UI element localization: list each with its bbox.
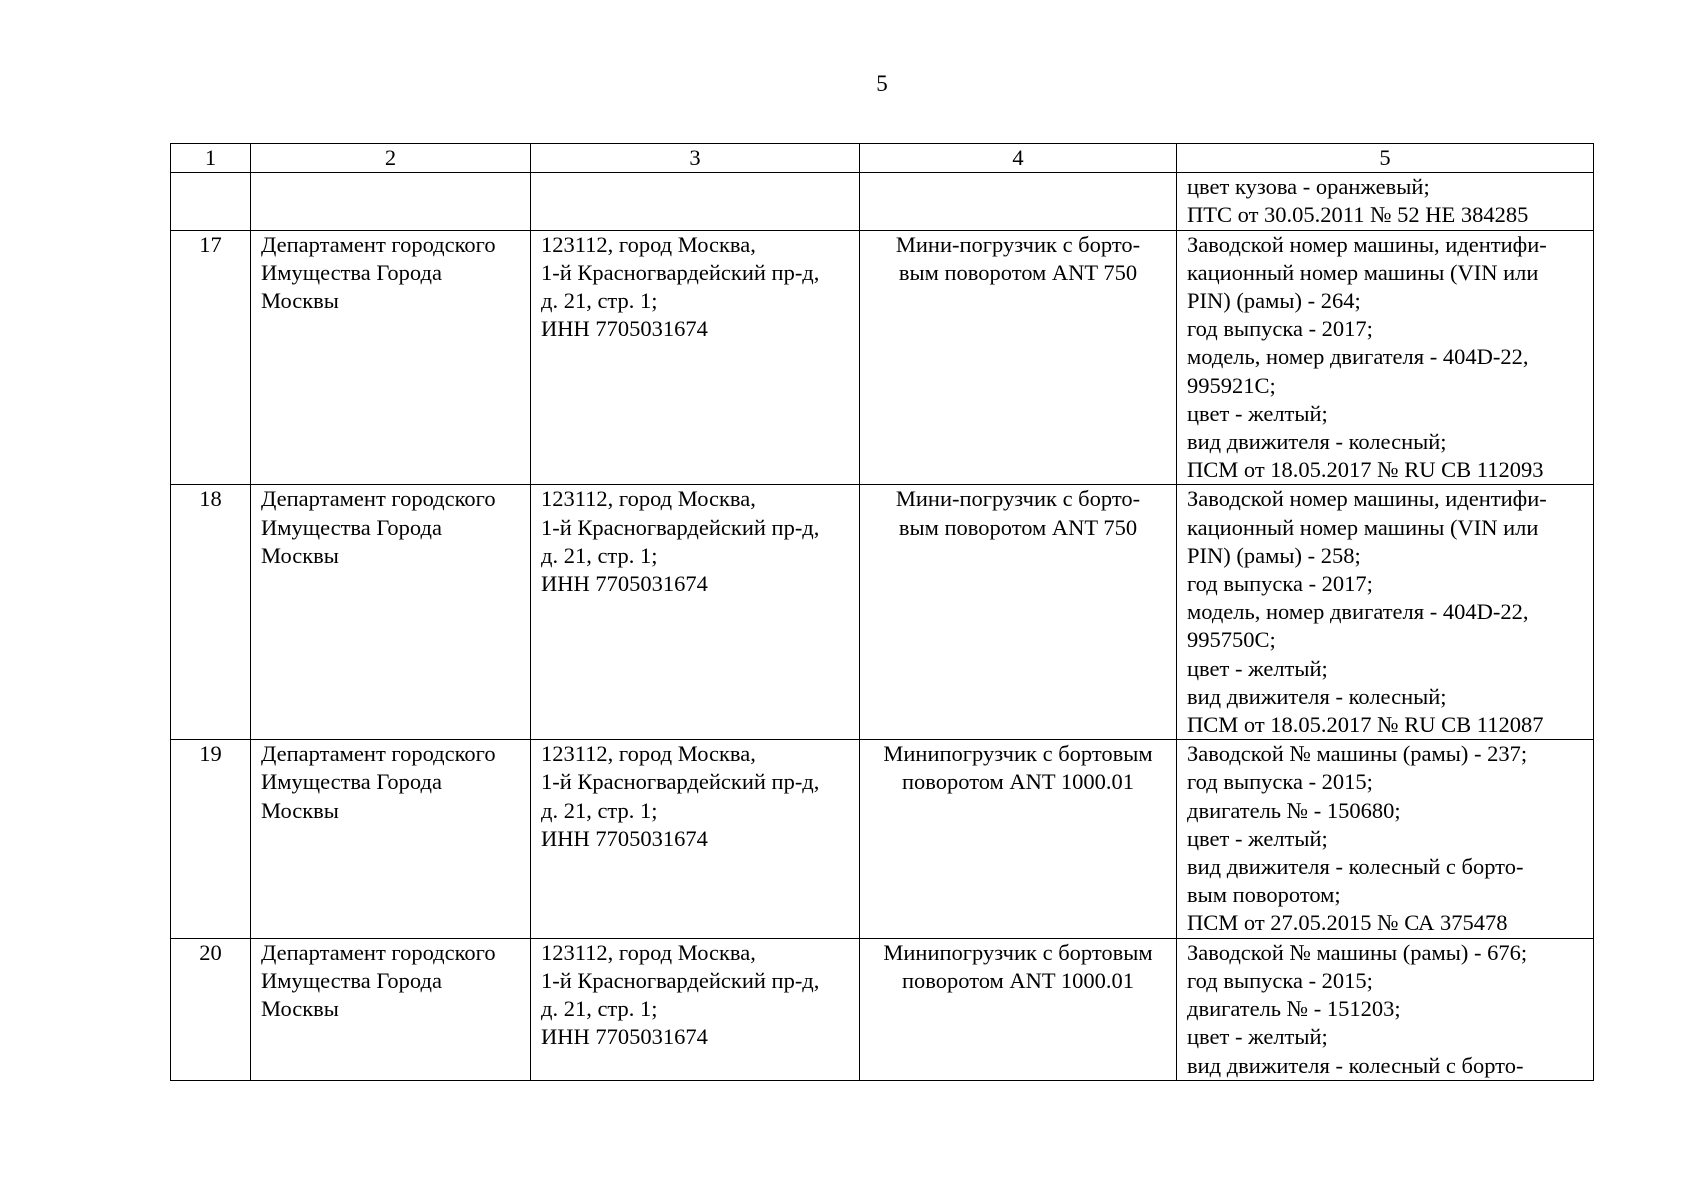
property-table xyxy=(170,143,1594,1081)
owner-line: Департамент городского xyxy=(261,231,496,257)
details-line: двигатель № - 150680; xyxy=(1187,797,1401,823)
table-row xyxy=(171,938,1594,1080)
address-line: д. 21, стр. 1; xyxy=(541,288,658,314)
details-line: год выпуска - 2015; xyxy=(1187,769,1373,795)
owner-line: Имущества Города xyxy=(261,967,442,993)
details-line: двигатель № - 151203; xyxy=(1187,996,1401,1022)
item-name-line: Мини-погрузчик с борто- xyxy=(895,486,1141,512)
address-line: 123112, город Москва, xyxy=(541,741,756,767)
details-line: вым поворотом; xyxy=(1187,882,1341,908)
details-line: кационный номер машины (VIN или xyxy=(1187,514,1539,540)
page-number: 5 xyxy=(876,71,888,96)
row-number-cell: 19 xyxy=(171,740,251,938)
details-line: кационный номер машины (VIN или xyxy=(1187,259,1539,285)
item-name-line: Мини-погрузчик с борто- xyxy=(895,231,1141,257)
details-line: цвет - желтый; xyxy=(1187,655,1328,681)
details-line: PIN) (рамы) - 264; xyxy=(1187,288,1361,314)
owner-line: Москвы xyxy=(261,542,339,568)
details-line: вид движителя - колесный; xyxy=(1187,683,1447,709)
details-line: ПТС от 30.05.2011 № 52 НЕ 384285 xyxy=(1187,202,1529,228)
item-name-line: Минипогрузчик с бортовым xyxy=(883,741,1153,767)
details-cell xyxy=(1177,740,1594,938)
owner-line: Департамент городского xyxy=(261,939,496,965)
header-col-2: 2 xyxy=(251,144,531,173)
address-line: д. 21, стр. 1; xyxy=(541,996,658,1022)
details-line: ПСМ от 27.05.2015 № СА 375478 xyxy=(1187,910,1508,936)
continuation-details-cell xyxy=(1177,173,1594,230)
address-line: ИНН 7705031674 xyxy=(541,316,708,342)
continuation-address-cell xyxy=(531,173,860,230)
address-cell xyxy=(531,230,860,485)
details-line: цвет - желтый; xyxy=(1187,400,1328,426)
table-row xyxy=(171,485,1594,740)
address-line: ИНН 7705031674 xyxy=(541,571,708,597)
header-col-4: 4 xyxy=(860,144,1177,173)
details-line: год выпуска - 2017; xyxy=(1187,316,1373,342)
details-line: PIN) (рамы) - 258; xyxy=(1187,542,1361,568)
details-cell xyxy=(1177,485,1594,740)
details-line: модель, номер двигателя - 404D-22, xyxy=(1187,599,1529,625)
details-line: Заводской № машины (рамы) - 237; xyxy=(1187,741,1528,767)
item-name-cell xyxy=(860,230,1177,485)
details-line: год выпуска - 2017; xyxy=(1187,571,1373,597)
item-name-cell xyxy=(860,740,1177,938)
item-name-line: вым поворотом ANT 750 xyxy=(898,259,1138,285)
address-cell xyxy=(531,740,860,938)
address-cell xyxy=(531,485,860,740)
details-cell xyxy=(1177,230,1594,485)
details-line: 995750C; xyxy=(1187,627,1276,653)
address-line: 1-й Красногвардейский пр-д, xyxy=(541,514,820,540)
header-col-5: 5 xyxy=(1177,144,1594,173)
owner-line: Имущества Города xyxy=(261,259,442,285)
owner-cell xyxy=(251,938,531,1080)
header-col-1: 1 xyxy=(171,144,251,173)
header-col-3: 3 xyxy=(531,144,860,173)
details-line: цвет - желтый; xyxy=(1187,825,1328,851)
details-line: 995921C; xyxy=(1187,372,1276,398)
item-name-cell xyxy=(860,485,1177,740)
owner-cell xyxy=(251,485,531,740)
address-line: д. 21, стр. 1; xyxy=(541,797,658,823)
address-line: 1-й Красногвардейский пр-д, xyxy=(541,967,820,993)
item-name-line: поворотом ANT 1000.01 xyxy=(901,769,1135,795)
owner-line: Москвы xyxy=(261,288,339,314)
details-line: вид движителя - колесный с борто- xyxy=(1187,1052,1524,1078)
details-line: цвет - желтый; xyxy=(1187,1024,1328,1050)
owner-line: Москвы xyxy=(261,797,339,823)
details-line: вид движителя - колесный; xyxy=(1187,429,1447,455)
row-number-cell: 17 xyxy=(171,230,251,485)
address-line: ИНН 7705031674 xyxy=(541,1024,708,1050)
address-cell xyxy=(531,938,860,1080)
owner-cell xyxy=(251,740,531,938)
address-line: 123112, город Москва, xyxy=(541,486,756,512)
table-row xyxy=(171,230,1594,485)
details-line: ПСМ от 18.05.2017 № RU CB 112093 xyxy=(1187,457,1544,483)
details-line: Заводской номер машины, идентифи- xyxy=(1187,486,1547,512)
details-line: модель, номер двигателя - 404D-22, xyxy=(1187,344,1529,370)
continuation-owner-cell xyxy=(251,173,531,230)
details-line: Заводской № машины (рамы) - 676; xyxy=(1187,939,1528,965)
details-line: Заводской номер машины, идентифи- xyxy=(1187,231,1547,257)
address-line: д. 21, стр. 1; xyxy=(541,542,658,568)
owner-cell xyxy=(251,230,531,485)
address-line: 123112, город Москва, xyxy=(541,231,756,257)
table-row xyxy=(171,740,1594,938)
details-line: ПСМ от 18.05.2017 № RU CB 112087 xyxy=(1187,712,1544,738)
address-line: 123112, город Москва, xyxy=(541,939,756,965)
owner-line: Имущества Города xyxy=(261,769,442,795)
continuation-num-cell xyxy=(171,173,251,230)
details-line: вид движителя - колесный с борто- xyxy=(1187,854,1524,880)
item-name-line: вым поворотом ANT 750 xyxy=(898,514,1138,540)
item-name-cell xyxy=(860,938,1177,1080)
details-cell xyxy=(1177,938,1594,1080)
continuation-row xyxy=(171,173,1594,230)
header-row xyxy=(171,144,1594,173)
item-name-line: Минипогрузчик с бортовым xyxy=(883,939,1153,965)
owner-line: Имущества Города xyxy=(261,514,442,540)
details-line: цвет кузова - оранжевый; xyxy=(1187,174,1430,200)
owner-line: Москвы xyxy=(261,996,339,1022)
details-line: год выпуска - 2015; xyxy=(1187,967,1373,993)
row-number-cell: 20 xyxy=(171,938,251,1080)
address-line: ИНН 7705031674 xyxy=(541,825,708,851)
item-name-line: поворотом ANT 1000.01 xyxy=(901,967,1135,993)
row-number-cell: 18 xyxy=(171,485,251,740)
owner-line: Департамент городского xyxy=(261,741,496,767)
continuation-name-cell xyxy=(860,173,1177,230)
address-line: 1-й Красногвардейский пр-д, xyxy=(541,769,820,795)
owner-line: Департамент городского xyxy=(261,486,496,512)
address-line: 1-й Красногвардейский пр-д, xyxy=(541,259,820,285)
